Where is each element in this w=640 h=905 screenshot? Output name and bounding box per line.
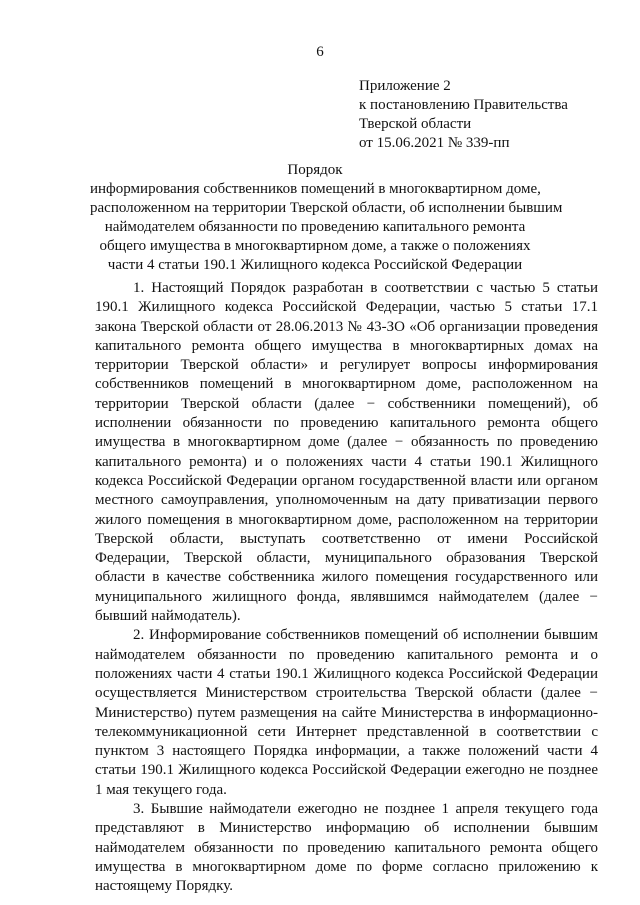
appendix-line: Приложение 2 — [359, 78, 451, 94]
appendix-line: к постановлению Правительства — [359, 97, 568, 113]
document-body — [95, 279, 598, 897]
page-number: 6 — [316, 44, 324, 60]
document-subtitle — [90, 180, 563, 275]
appendix-header — [359, 77, 568, 153]
subtitle-line: наймодателем обязанности по проведению капитального ремонта — [104, 219, 526, 235]
paragraph-1: 1. Настоящий Порядок разработан в соответствии с частью 5 статьи 190.1 Жилищного кодекса Российской Федерации, частью 5 статьи 17.1 закона Тверской области от 28.06.2013 № 43-ЗО «Об организации проведения капитального ремонта общего имущества в многоквартирных домах на территории Тверской области» и регулирует вопросы информирования собственников помещений в многоквартирном доме, расположенном на территории Тверской области (далее − собственники помещений), об исполнении обязанности по проведению капитального ремонта общего имущества в многоквартирном доме (далее − обязанность по проведению капитального ремонта) и о положениях части 4 статьи 190.1 Жилищного кодекса Российской Федерации органом государственной власти или органом местного самоуправления, уполномоченным на дату приватизации первого жилого помещения в многоквартирном доме, расположенном на территории Тверской области, выступать соответственно от имени Российской Федерации, Тверской области, муниципального образования Тверской области в качестве собственника жилого помещения государственного или муниципального жилищного фонда, являвшимся наймодателем (далее − бывший наймодатель). — [95, 280, 598, 625]
subtitle-line: общего имущества в многоквартирном доме, а также о положениях — [99, 238, 531, 254]
subtitle-line: информирования собственников помещений в многоквартирном доме, — [90, 181, 541, 197]
paragraph-3: 3. Бывшие наймодатели ежегодно не позднее 1 апреля текущего года представляют в Министерство информацию об исполнении бывшим наймодателем обязанности по проведению капитального ремонта общего имущества в многоквартирном доме по форме согласно приложению к настоящему Порядку. — [95, 801, 598, 895]
appendix-line: от 15.06.2021 № 339-пп — [359, 135, 510, 151]
subtitle-line: расположенном на территории Тверской области, об исполнении бывшим — [90, 200, 563, 216]
appendix-line: Тверской области — [359, 116, 472, 132]
document-title: Порядок — [287, 162, 343, 178]
subtitle-line: части 4 статьи 190.1 Жилищного кодекса Российской Федерации — [107, 257, 523, 273]
paragraph-2: 2. Информирование собственников помещений об исполнении бывшим наймодателем обязанности по проведению капитального ремонта и о положениях части 4 статьи 190.1 Жилищного кодекса Российской Федерации осуществляется Министерством строительства Тверской области (далее − Министерство) путем размещения на сайте Министерства в информационно-телекоммуникационной сети Интернет представленной в соответствии с пунктом 3 настоящего Порядка информации, а также положений части 4 статьи 190.1 Жилищного кодекса Российской Федерации ежегодно не позднее 1 мая текущего года. — [95, 627, 598, 798]
